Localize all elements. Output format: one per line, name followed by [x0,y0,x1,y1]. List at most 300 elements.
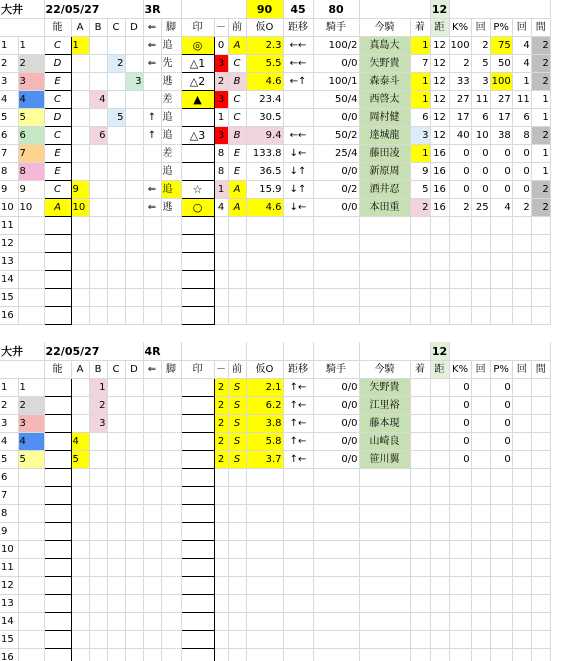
header-kyori[interactable]: 距移 [283,361,313,379]
empty-row[interactable] [0,577,550,595]
header-dash[interactable]: － [214,19,228,37]
running-style[interactable] [161,433,181,451]
blank-cell[interactable] [359,342,430,361]
empty-cell[interactable] [214,469,228,487]
empty-cell[interactable] [18,217,44,235]
header-a[interactable]: A [71,361,89,379]
empty-cell[interactable] [449,577,471,595]
empty-cell[interactable] [430,577,449,595]
ability-rank[interactable] [44,451,71,469]
k-percent[interactable]: 0 [449,433,471,451]
empty-row[interactable] [0,559,550,577]
finish-position[interactable]: 1 [410,37,430,55]
empty-cell[interactable] [214,253,228,271]
empty-cell[interactable] [512,523,531,541]
empty-cell[interactable] [430,253,449,271]
empty-cell[interactable] [313,235,359,253]
empty-cell[interactable] [44,541,71,559]
header-b[interactable]: B [89,361,107,379]
interval-value[interactable]: 2 [531,73,550,91]
interval-value[interactable]: 1 [531,91,550,109]
interval-value[interactable]: 1 [531,163,550,181]
interval-value[interactable]: 1 [531,109,550,127]
empty-cell[interactable] [246,289,283,307]
finish-position[interactable]: 6 [410,109,430,127]
empty-row[interactable] [0,649,550,661]
finish-position[interactable]: 1 [410,73,430,91]
empty-cell[interactable] [490,649,512,661]
move-arrow[interactable]: ↑ [143,127,161,145]
row-index[interactable]: 3 [0,415,18,433]
p-percent[interactable]: 0 [490,433,512,451]
empty-cell[interactable] [44,271,71,289]
jockey-rate[interactable]: 0/0 [313,451,359,469]
empty-cell[interactable] [89,253,107,271]
empty-cell[interactable] [246,613,283,631]
empty-cell[interactable] [71,235,89,253]
empty-cell[interactable] [410,469,430,487]
finish-position[interactable]: 7 [410,55,430,73]
empty-row[interactable] [0,307,550,325]
row-index[interactable]: 15 [0,289,18,307]
jockey-rate[interactable]: 0/0 [313,415,359,433]
p-percent[interactable]: 100 [490,73,512,91]
empty-cell[interactable] [313,289,359,307]
empty-cell[interactable] [490,523,512,541]
empty-cell[interactable] [89,307,107,325]
jockey-name[interactable]: 達城龍 [359,127,410,145]
empty-cell[interactable] [246,307,283,325]
empty-cell[interactable] [125,217,143,235]
empty-cell[interactable] [44,613,71,631]
empty-cell[interactable] [313,649,359,661]
k-count[interactable] [471,379,490,397]
empty-cell[interactable] [410,505,430,523]
ability-rank[interactable]: C [44,181,71,199]
k-count[interactable]: 10 [471,127,490,145]
running-style[interactable] [161,451,181,469]
rank-a[interactable] [71,379,89,397]
corner-cell[interactable] [0,361,44,379]
empty-cell[interactable] [410,307,430,325]
distance-value[interactable] [430,433,449,451]
empty-cell[interactable] [471,523,490,541]
empty-cell[interactable] [44,595,71,613]
dash-value[interactable]: 4 [214,199,228,217]
empty-cell[interactable] [18,541,44,559]
corner-cell[interactable] [0,19,44,37]
empty-cell[interactable] [214,217,228,235]
value-90[interactable]: 90 [246,0,283,19]
empty-cell[interactable] [71,469,89,487]
rank-a[interactable]: 5 [71,451,89,469]
empty-cell[interactable] [107,487,125,505]
empty-cell[interactable] [125,613,143,631]
rank-b[interactable] [89,55,107,73]
empty-cell[interactable] [125,469,143,487]
empty-row[interactable] [0,253,550,271]
header-kai2[interactable]: 回 [512,19,531,37]
empty-cell[interactable] [143,271,161,289]
horse-row[interactable] [0,451,550,469]
header-mark[interactable]: 印 [181,361,214,379]
empty-cell[interactable] [359,505,410,523]
jockey-name[interactable]: 藤本現 [359,415,410,433]
empty-cell[interactable] [71,577,89,595]
empty-cell[interactable] [410,541,430,559]
k-count[interactable]: 2 [471,37,490,55]
running-style[interactable]: 追 [161,181,181,199]
p-count[interactable]: 11 [512,91,531,109]
interval-value[interactable] [531,397,550,415]
dash-value[interactable]: 2 [214,415,228,433]
row-index[interactable]: 14 [0,613,18,631]
running-style[interactable]: 先 [161,55,181,73]
rank-c[interactable] [107,163,125,181]
empty-cell[interactable] [143,307,161,325]
empty-cell[interactable] [490,469,512,487]
empty-cell[interactable] [490,559,512,577]
empty-cell[interactable] [512,271,531,289]
p-count[interactable]: 0 [512,181,531,199]
horse-row[interactable] [0,181,550,199]
jockey-name[interactable]: 笹川翼 [359,451,410,469]
interval-value[interactable] [531,415,550,433]
empty-cell[interactable] [143,253,161,271]
empty-cell[interactable] [246,217,283,235]
k-count[interactable]: 11 [471,91,490,109]
p-count[interactable]: 6 [512,109,531,127]
empty-cell[interactable] [181,577,214,595]
row-index[interactable]: 10 [0,199,18,217]
finish-position[interactable] [410,415,430,433]
horse-row[interactable] [0,127,550,145]
distance-move[interactable]: ↓↑ [283,181,313,199]
empty-cell[interactable] [359,217,410,235]
empty-cell[interactable] [449,271,471,289]
rank-d[interactable] [125,199,143,217]
empty-cell[interactable] [410,559,430,577]
p-percent[interactable]: 0 [490,379,512,397]
k-percent[interactable]: 33 [449,73,471,91]
empty-cell[interactable] [228,613,246,631]
empty-cell[interactable] [471,505,490,523]
empty-cell[interactable] [449,649,471,661]
empty-cell[interactable] [313,307,359,325]
p-percent[interactable]: 27 [490,91,512,109]
empty-cell[interactable] [283,613,313,631]
header-kpct[interactable]: K% [449,361,471,379]
empty-cell[interactable] [531,271,550,289]
move-arrow[interactable]: ↑ [143,109,161,127]
running-style[interactable]: 追 [161,109,181,127]
distance-move[interactable]: ↓← [283,145,313,163]
empty-cell[interactable] [161,487,181,505]
empty-cell[interactable] [512,577,531,595]
p-count[interactable] [512,451,531,469]
prev-rank[interactable]: S [228,397,246,415]
rank-c[interactable] [107,199,125,217]
empty-cell[interactable] [531,613,550,631]
empty-cell[interactable] [531,289,550,307]
running-style[interactable] [161,379,181,397]
empty-cell[interactable] [107,523,125,541]
empty-cell[interactable] [228,523,246,541]
move-arrow[interactable] [143,379,161,397]
empty-cell[interactable] [359,613,410,631]
distance-move[interactable] [283,91,313,109]
empty-cell[interactable] [449,541,471,559]
empty-cell[interactable] [512,217,531,235]
ability-rank[interactable]: C [44,91,71,109]
empty-cell[interactable] [125,505,143,523]
rank-c[interactable] [107,415,125,433]
empty-cell[interactable] [143,577,161,595]
header-kari[interactable]: 仮O [246,19,283,37]
jockey-name[interactable]: 森泰斗 [359,73,410,91]
move-arrow[interactable] [143,451,161,469]
empty-cell[interactable] [313,469,359,487]
empty-cell[interactable] [89,505,107,523]
k-percent[interactable]: 0 [449,163,471,181]
p-count[interactable]: 0 [512,145,531,163]
empty-cell[interactable] [214,541,228,559]
prediction-mark[interactable]: ◎ [181,37,214,55]
rank-c[interactable] [107,451,125,469]
empty-cell[interactable] [89,487,107,505]
empty-cell[interactable] [246,631,283,649]
p-percent[interactable]: 0 [490,397,512,415]
horse-number[interactable]: 3 [18,415,44,433]
empty-cell[interactable] [18,271,44,289]
empty-cell[interactable] [181,505,214,523]
row-index[interactable]: 8 [0,163,18,181]
jockey-rate[interactable]: 100/2 [313,37,359,55]
header-dist[interactable]: 距 [430,361,449,379]
prediction-mark[interactable] [181,451,214,469]
empty-cell[interactable] [71,559,89,577]
ability-rank[interactable] [44,433,71,451]
rank-d[interactable]: 3 [125,73,143,91]
jockey-name[interactable]: 山崎良 [359,433,410,451]
empty-cell[interactable] [107,289,125,307]
empty-cell[interactable] [449,253,471,271]
kari-odds[interactable]: 9.4 [246,127,283,145]
horse-number[interactable]: 2 [18,397,44,415]
rank-d[interactable] [125,37,143,55]
empty-cell[interactable] [246,523,283,541]
empty-cell[interactable] [359,235,410,253]
kari-odds[interactable]: 2.3 [246,37,283,55]
empty-cell[interactable] [471,487,490,505]
header-chaku[interactable]: 着 [410,361,430,379]
jockey-name[interactable]: 酒井忍 [359,181,410,199]
empty-cell[interactable] [471,595,490,613]
k-percent[interactable]: 27 [449,91,471,109]
empty-cell[interactable] [44,577,71,595]
distance-value[interactable]: 16 [430,163,449,181]
empty-cell[interactable] [161,595,181,613]
horse-number[interactable]: 4 [18,91,44,109]
empty-cell[interactable] [471,271,490,289]
value-45[interactable]: 45 [283,0,313,19]
ability-rank[interactable] [44,379,71,397]
empty-cell[interactable] [44,217,71,235]
row-index[interactable]: 6 [0,127,18,145]
empty-cell[interactable] [228,577,246,595]
prediction-mark[interactable]: △1 [181,55,214,73]
row-index[interactable]: 4 [0,91,18,109]
row-index[interactable]: 3 [0,73,18,91]
empty-cell[interactable] [531,541,550,559]
empty-cell[interactable] [125,253,143,271]
dash-value[interactable]: 1 [214,109,228,127]
empty-cell[interactable] [228,541,246,559]
empty-cell[interactable] [313,541,359,559]
header-kari[interactable]: 仮O [246,361,283,379]
header-kai[interactable]: 回 [471,361,490,379]
row-index[interactable]: 11 [0,559,18,577]
horse-number[interactable]: 6 [18,127,44,145]
empty-cell[interactable] [490,505,512,523]
race-date[interactable]: 22/05/27 [44,0,143,19]
k-percent[interactable]: 0 [449,379,471,397]
distance-move[interactable] [283,109,313,127]
jockey-rate[interactable]: 25/4 [313,145,359,163]
rank-a[interactable] [71,397,89,415]
jockey-rate[interactable]: 0/0 [313,109,359,127]
empty-cell[interactable] [143,541,161,559]
rank-b[interactable] [89,163,107,181]
empty-cell[interactable] [161,541,181,559]
empty-cell[interactable] [246,595,283,613]
empty-cell[interactable] [313,271,359,289]
rank-d[interactable] [125,127,143,145]
prev-rank[interactable]: E [228,163,246,181]
blank-cell[interactable] [359,0,430,19]
horse-row[interactable] [0,379,550,397]
p-count[interactable] [512,379,531,397]
empty-cell[interactable] [359,289,410,307]
rank-c[interactable]: 5 [107,109,125,127]
empty-cell[interactable] [125,559,143,577]
empty-cell[interactable] [18,307,44,325]
empty-cell[interactable] [161,649,181,661]
empty-cell[interactable] [471,577,490,595]
empty-cell[interactable] [283,559,313,577]
row-index[interactable]: 7 [0,487,18,505]
empty-cell[interactable] [89,559,107,577]
rank-d[interactable] [125,163,143,181]
row-index[interactable]: 5 [0,109,18,127]
empty-cell[interactable] [71,631,89,649]
row-index[interactable]: 1 [0,37,18,55]
empty-cell[interactable] [283,307,313,325]
finish-position[interactable] [410,433,430,451]
dash-value[interactable]: 2 [214,433,228,451]
distance-value[interactable] [430,397,449,415]
rank-c[interactable] [107,397,125,415]
empty-cell[interactable] [531,523,550,541]
rank-b[interactable] [89,433,107,451]
p-count[interactable] [512,415,531,433]
empty-cell[interactable] [71,271,89,289]
rank-b[interactable] [89,145,107,163]
empty-cell[interactable] [125,289,143,307]
horse-number[interactable]: 8 [18,163,44,181]
horse-number[interactable]: 9 [18,181,44,199]
interval-value[interactable]: 2 [531,127,550,145]
empty-cell[interactable] [125,487,143,505]
move-arrow[interactable] [143,145,161,163]
p-count[interactable] [512,397,531,415]
row-index[interactable]: 4 [0,433,18,451]
jockey-name[interactable]: 江里裕 [359,397,410,415]
empty-cell[interactable] [71,541,89,559]
empty-cell[interactable] [430,631,449,649]
interval-value[interactable]: 2 [531,181,550,199]
empty-cell[interactable] [89,235,107,253]
empty-cell[interactable] [283,469,313,487]
horse-row[interactable] [0,145,550,163]
empty-cell[interactable] [449,595,471,613]
header-konso[interactable]: 今騎 [359,19,410,37]
interval-value[interactable] [531,379,550,397]
header-d[interactable]: D [125,361,143,379]
empty-cell[interactable] [430,649,449,661]
move-arrow[interactable]: ⇐ [143,199,161,217]
empty-cell[interactable] [44,469,71,487]
running-style[interactable]: 逃 [161,199,181,217]
empty-cell[interactable] [313,559,359,577]
move-arrow[interactable]: ⇐ [143,181,161,199]
distance-value[interactable] [430,415,449,433]
empty-cell[interactable] [214,649,228,661]
empty-cell[interactable] [89,217,107,235]
empty-cell[interactable] [125,271,143,289]
empty-cell[interactable] [449,505,471,523]
empty-cell[interactable] [143,487,161,505]
empty-cell[interactable] [313,217,359,235]
empty-cell[interactable] [246,487,283,505]
horse-number[interactable]: 5 [18,451,44,469]
interval-value[interactable]: 2 [531,55,550,73]
empty-cell[interactable] [181,307,214,325]
prediction-mark[interactable]: △2 [181,73,214,91]
dash-value[interactable]: 2 [214,73,228,91]
empty-cell[interactable] [359,595,410,613]
empty-cell[interactable] [161,469,181,487]
empty-cell[interactable] [181,613,214,631]
empty-cell[interactable] [214,271,228,289]
empty-cell[interactable] [490,577,512,595]
p-percent[interactable]: 0 [490,415,512,433]
prediction-mark[interactable] [181,415,214,433]
interval-value[interactable] [531,433,550,451]
empty-cell[interactable] [531,307,550,325]
empty-cell[interactable] [18,235,44,253]
empty-cell[interactable] [89,289,107,307]
dash-value[interactable]: 8 [214,163,228,181]
empty-cell[interactable] [283,487,313,505]
empty-cell[interactable] [44,253,71,271]
distance-value[interactable]: 12 [430,37,449,55]
empty-cell[interactable] [18,523,44,541]
empty-cell[interactable] [107,469,125,487]
empty-cell[interactable] [246,541,283,559]
header-arrow[interactable]: ⇐ [143,361,161,379]
empty-cell[interactable] [430,487,449,505]
